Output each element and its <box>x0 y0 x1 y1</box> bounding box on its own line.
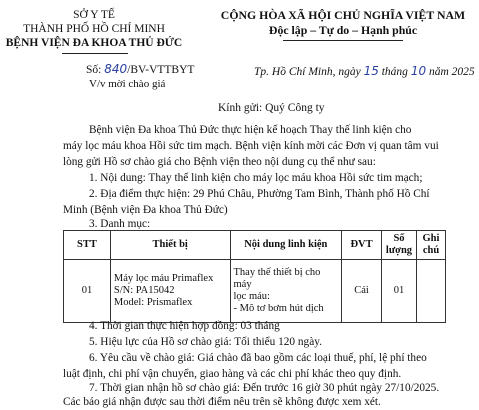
document-date: Tp. Hồ Chí Minh, ngày 15 tháng 10 năm 2025 <box>254 64 475 78</box>
issuer-block <box>0 8 188 50</box>
cell-content: Thay thế thiết bị cho máy lọc máu: - Mô tơ bơm hút dịch <box>230 260 342 323</box>
device-serial: S/N: PA15042 <box>113 285 175 296</box>
cell-qty: 01 <box>382 260 417 323</box>
cell-stt: 01 <box>64 260 111 323</box>
issuer-hospital: BỆNH VIỆN ĐA KHOA THỦ ĐỨC <box>5 37 183 49</box>
document-subject: V/v mời chào giá <box>89 78 166 90</box>
motto-underline <box>283 40 403 41</box>
issuer-city: THÀNH PHỐ HỒ CHÍ MINH <box>23 23 165 35</box>
table-row <box>64 260 446 323</box>
table-header-row <box>64 231 446 260</box>
item-5-validity: 5. Hiệu lực của Hồ sơ chào giá: Tối thiểu 120 ngày. <box>89 336 322 348</box>
cell-unit: Cái <box>342 260 382 323</box>
national-motto-block <box>214 8 472 38</box>
header-device: Thiết bị <box>110 231 230 260</box>
header-unit: ĐVT <box>342 231 382 260</box>
item-table <box>63 230 446 323</box>
intro-line-2: máy lọc máu khoa Hồi sức tim mạch. Bệnh viện kính mời các Đơn vị quan tâm vui <box>63 140 439 152</box>
cell-device <box>110 260 230 323</box>
header-note: Ghi chú <box>416 231 445 260</box>
device-name: Máy lọc máu Primaflex <box>113 273 214 284</box>
national-name: CỘNG HÒA XÃ HỘI CHỦ NGHĨA VIỆT NAM <box>220 8 466 22</box>
item-6-line-1: 6. Yêu cầu về chào giá: Giá chào đã bao gồm các loại thuế, phí, lệ phí theo <box>89 352 427 364</box>
intro-line-3: lòng gửi Hồ sơ chào giá cho Bệnh viện theo nội dung cụ thể như sau: <box>63 156 376 168</box>
item-3-list-heading: 3. Danh mục: <box>89 218 151 230</box>
item-8-partial: Các báo giá nhận được sau thời điểm nêu trên sẽ không được xem xét. <box>63 396 381 408</box>
doc-number-suffix: /BV-VTTBYT <box>127 64 195 76</box>
date-month-handwritten: 10 <box>410 64 427 78</box>
doc-number-handwritten: 840 <box>104 62 128 76</box>
item-4-duration: 4. Thời gian thực hiện hợp đồng: 03 tháng <box>89 320 280 332</box>
item-1-content: 1. Nội dung: Thay thế linh kiện cho máy lọc máu khoa Hồi sức tim mạch; <box>89 172 423 184</box>
document-number <box>86 62 194 76</box>
issuer-department: SỞ Y TẾ <box>73 9 115 21</box>
national-motto: Độc lập – Tự do – Hạnh phúc <box>268 23 418 37</box>
greeting: Kính gửi: Quý Công ty <box>218 102 325 114</box>
issuer-underline <box>62 53 128 54</box>
item-2-location-line-1: 2. Địa điểm thực hiện: 29 Phú Châu, Phường Tam Bình, Thành phố Hồ Chí <box>89 188 430 200</box>
date-day-handwritten: 15 <box>363 64 379 78</box>
intro-line-1: Bệnh viện Đa khoa Thủ Đức thực hiện kế hoạch Thay thế linh kiện cho <box>89 124 412 136</box>
header-content: Nội dung linh kiện <box>230 231 342 260</box>
item-2-location-line-2: Minh (Bệnh viện Đa khoa Thủ Đức) <box>63 204 228 216</box>
cell-note <box>416 260 445 323</box>
header-qty: Số lượng <box>382 231 417 260</box>
device-model: Model: Prismaflex <box>113 297 193 308</box>
item-6-line-2: luật định, chi phí vận chuyển, giao hàng và các chi phí khác theo quy định. <box>63 368 402 380</box>
doc-number-prefix: Số: <box>86 64 102 76</box>
item-7-deadline: 7. Thời gian nhận hồ sơ chào giá: Đến trước 16 giờ 30 phút ngày 27/10/2025. <box>89 382 440 394</box>
header-stt: STT <box>64 231 111 260</box>
